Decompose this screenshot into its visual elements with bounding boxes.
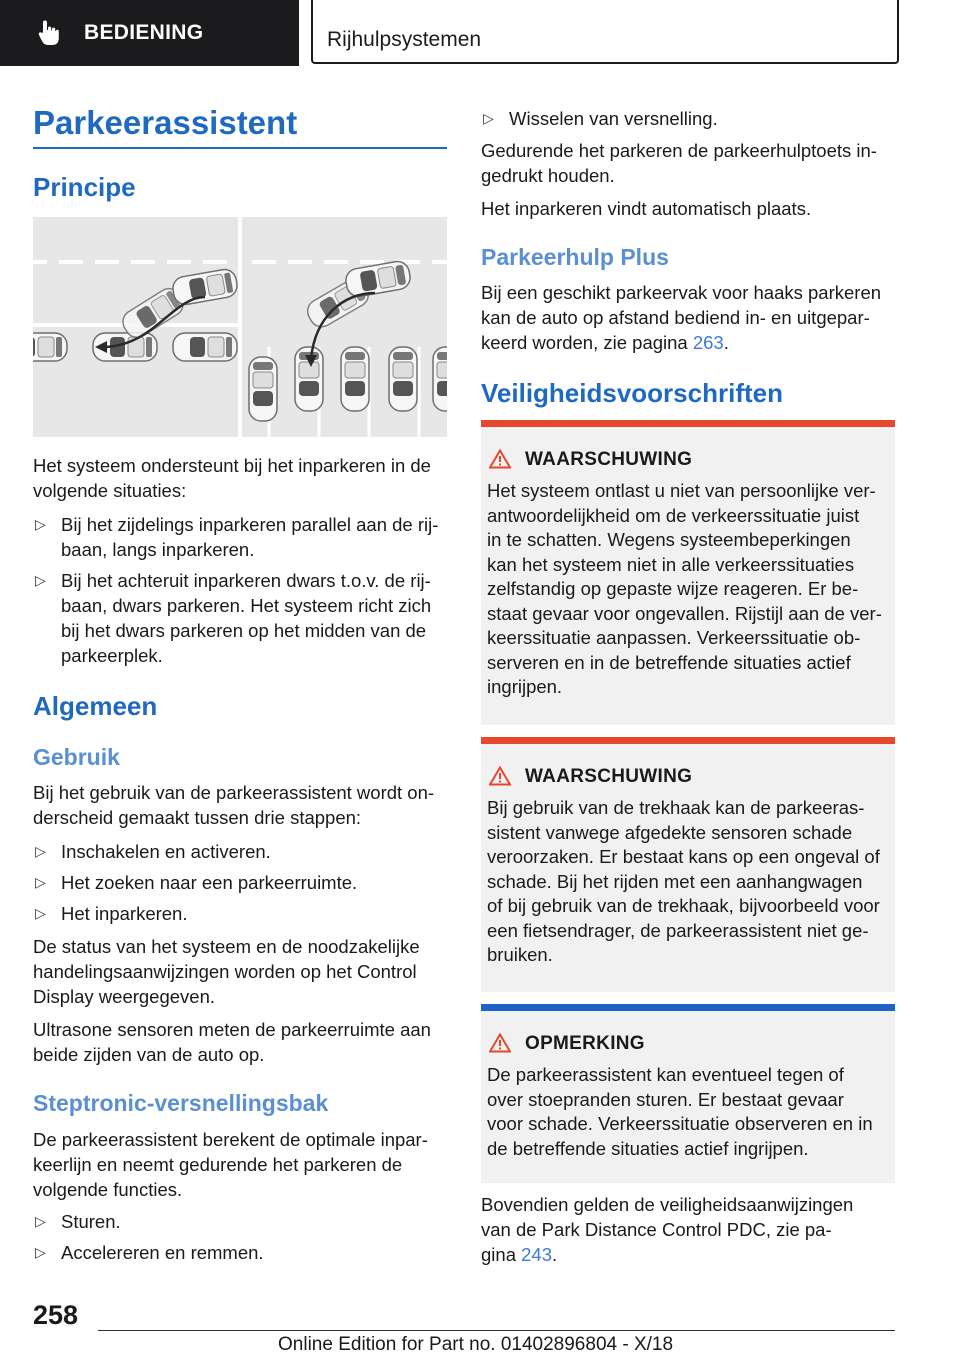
use-heading: Gebruik	[33, 744, 120, 770]
triangle-bullet-icon: ▷	[35, 1244, 46, 1260]
list-item: ▷ Bij het zijdelings inparkeren parallel aan de rij- baan, langs inparkeren.	[35, 514, 439, 560]
warning-bar	[481, 420, 895, 427]
chapter-tab	[311, 0, 899, 64]
safety-heading: Veiligheidsvoorschriften	[481, 378, 783, 408]
triangle-bullet-icon: ▷	[35, 516, 46, 532]
list-item: ▷ Inschakelen en activeren.	[35, 841, 271, 862]
box-title: OPMERKING	[525, 1033, 645, 1054]
box-title: WAARSCHUWING	[525, 449, 693, 470]
triangle-bullet-icon: ▷	[35, 572, 46, 588]
section-label: BEDIENING	[84, 21, 204, 44]
box-text: Het systeem ontlast u niet van persoonlijke ver- antwoordelijkheid om de verkeerssituatie juist in te schatten. Wegens systeembeperkingen kan het systeem niet in alle verkeerssituaties zelfstandig op gepaste wijze reageren. Er be- staat gevaar voor ongevallen. Rijstijl aan de ver- keerssituatie aanpassen. Verkeerssituatie ob- serveren en in de betreffende situaties actief ingrijpen.	[487, 480, 882, 697]
list-item: ▷ Wisselen van versnelling.	[483, 108, 718, 129]
auto-text: Het inparkeren vindt automatisch plaats.	[481, 198, 812, 219]
text-line: Het systeem ondersteunt bij het inparkeren in de	[33, 455, 431, 476]
list-item: ▷ Bij het achteruit inparkeren dwars t.o.v. de rij- baan, dwars parkeren. Het systeem richt zich bij het dwars parkeren op het midden van de parkeerplek.	[35, 570, 432, 666]
warning-box-2	[481, 737, 895, 992]
list-item: ▷ Accelereren en remmen.	[35, 1242, 264, 1263]
warning-triangle-icon	[489, 766, 511, 786]
box-title: WAARSCHUWING	[525, 766, 693, 787]
list-item: ▷ Het zoeken naar een parkeerruimte.	[35, 872, 358, 893]
title-rule	[33, 147, 447, 149]
parking-illustration	[33, 217, 447, 437]
list-item: ▷ Het inparkeren.	[35, 903, 188, 924]
notice-box	[481, 1004, 895, 1183]
hand-pointer-icon	[34, 18, 64, 48]
pdc-text: Bovendien gelden de veiligheidsaanwijzingen van de Park Distance Control PDC, zie pa- gina 243.	[481, 1194, 854, 1265]
triangle-bullet-icon: ▷	[483, 110, 494, 126]
plus-heading: Parkeerhulp Plus	[481, 244, 669, 270]
section-tab	[0, 0, 299, 66]
triangle-bullet-icon: ▷	[35, 1213, 46, 1229]
sensor-text: Ultrasone sensoren meten de parkeerruimte aan beide zijden van de auto op.	[33, 1019, 431, 1065]
notice-bar	[481, 1004, 895, 1011]
general-heading: Algemeen	[33, 691, 158, 721]
chapter-label: Rijhulpsystemen	[327, 28, 482, 51]
steptronic-heading: Steptronic-versnellingsbak	[33, 1090, 329, 1116]
hold-text: Gedurende het parkeren de parkeerhulptoets in- gedrukt houden.	[481, 140, 877, 186]
warning-box-1	[481, 420, 895, 725]
page-link-263[interactable]: 263	[692, 332, 724, 353]
footer-edition: Online Edition for Part no. 01402896804 - X/18	[278, 1334, 674, 1355]
text-line: volgende situaties:	[33, 480, 187, 501]
plus-text: Bij een geschikt parkeervak voor haaks parkeren kan de auto op afstand bediend in- en uitgepar- keerd worden, zie pagina 263.	[481, 282, 882, 353]
page-title: Parkeerassistent	[33, 104, 298, 141]
steptronic-text: De parkeerassistent berekent de optimale inpar- keerlijn en neemt gedurende het parkeren de volgende functies.	[33, 1129, 428, 1200]
parking-diagram	[33, 217, 447, 437]
triangle-bullet-icon: ▷	[35, 905, 46, 921]
warning-triangle-icon	[489, 1033, 511, 1053]
intro-text	[33, 453, 453, 503]
triangle-bullet-icon: ▷	[35, 843, 46, 859]
box-text: De parkeerassistent kan eventueel tegen of over stoepranden sturen. Er bestaat gevaar voor schade. Verkeerssituatie observeren en in de betreffende situaties actief ingrijpen.	[487, 1064, 873, 1159]
page-number: 258	[33, 1300, 79, 1330]
page-link-243[interactable]: 243	[521, 1244, 552, 1265]
use-text: Bij het gebruik van de parkeerassistent wordt on- derscheid gemaakt tussen drie stappen:	[33, 782, 435, 828]
footer-rule	[98, 1330, 895, 1331]
principle-heading: Principe	[33, 172, 136, 202]
warning-triangle-icon	[489, 449, 511, 469]
triangle-bullet-icon: ▷	[35, 874, 46, 890]
status-text: De status van het systeem en de noodzakelijke handelingsaanwijzingen worden op het Control Display weergegeven.	[33, 936, 420, 1007]
box-text: Bij gebruik van de trekhaak kan de parkeeras- sistent vanwege afgedekte sensoren schade veroorzaken. Er bestaat kans op een ongeval of schade. Bij het rijden met een aanhangwagen of bij gebruik van de trekhaak, bijvoorbeeld voor een fietsendrager, de parkeerassistent niet ge- bruiken.	[487, 797, 880, 965]
list-item: ▷ Sturen.	[35, 1211, 121, 1232]
warning-bar	[481, 737, 895, 744]
